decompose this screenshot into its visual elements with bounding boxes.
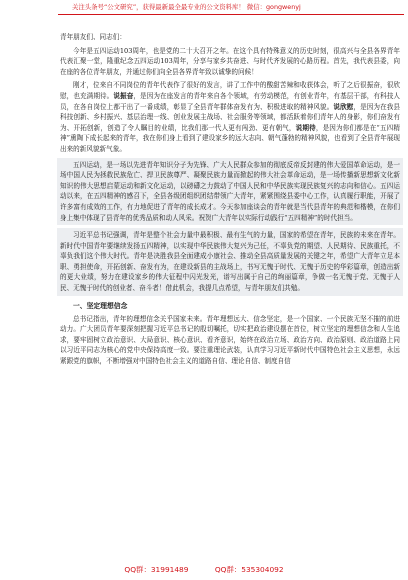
paragraph-2-keyword-2: 说欣慰 xyxy=(333,102,354,111)
paragraph-2-text-1: ，是因为在座发言的青年来自各个领域，有劳动模范，有创业青年，有基层干部，有科技人员，在各自岗位上都干出了一番成绩，彰显了全县青年群体奋发有为、积极进取的精神风貌。 xyxy=(60,91,401,111)
paragraph-2-text-3: ，是因为你们都是在“五四精神”熏陶下成长起来的青年，我在你们身上看到了建设家乡的远大志向、朝气蓬勃的精神风貌，也看到了全县青年展现出来的新风貌新气象。 xyxy=(60,123,401,153)
footer xyxy=(0,565,408,575)
paragraph-3: 五四运动，是一场以先进青年知识分子为先锋、广大人民群众参加的彻底反帝反封建的伟大爱国革命运动，是一场中国人民为拯救民族危亡、捍卫民族尊严、凝聚民族力量而掀起的伟大社会革命运动，是一场传播新思想新文化新知识的伟大思想启蒙运动和新文化运动，以磅礴之力鼓动了中国人民和中华民族实现民族复兴的志向和信心。五四运动以来，在五四精神的感召下，全县各级团组织团结带领广大青年，紧紧围绕县委中心工作，认真履行职能，开展了许多富有成效的工作，有力地促进了青年的成长成才。今天参加座谈会的青年就是当代县青年的典范和楷模，在你们身上集中体现了县青年的优秀品质和动人风采。祝贺广大青年以实际行动践行“五四精神”的时代担当。 xyxy=(57,158,403,226)
paragraph-2-text-2: ，是因为在我县科技创新、乡村振兴、基层治理一线、创业发展主战场、社会服务等领域，都活跃着你们青年人的身影，你们奋发有为、开拓创新，创造了令人瞩目的业绩，比我们那一代人更有闯劲、更有朝气， xyxy=(60,102,401,132)
header-banner: 关注头条号“公文研究”，获得最新最全最专业的公文资料库！ 微信：gongwenyj xyxy=(72,3,301,11)
footer-qq-group-1: QQ群：31991489 xyxy=(124,565,189,574)
section-heading-1: 一、坚定理想信念 xyxy=(73,301,128,310)
document-body xyxy=(60,32,400,370)
paragraph-2 xyxy=(60,80,400,154)
paragraph-5: 总书记指出，青年的理想信念关乎国家未来。青年理想远大、信念坚定，是一个国家、一个民族无坚不摧的前进动力。广大团员青年要深刻把握习近平总书记的殷切嘱托，切实把政治建设摆在首位，树立坚定的理想信念和人生追求，要牢固树立政治意识、大局意识、核心意识、看齐意识，始终在政治立场、政治方向、政治原则、政治道路上同以习近平同志为核心的党中央保持高度一致。要注重理论武装，认真学习习近平新时代中国特色社会主义思想，永远紧跟党的旗帜，不断增强对中国特色社会主义的道路自信、理论自信、制度自信 xyxy=(60,314,400,366)
paragraph-1: 今年是五四运动103周年，也是党的二十大召开之年。在这个具有特殊意义的历史时刻，很高兴与全县各界青年代表汇聚一堂，隆重纪念五四运动103周年，分享与家乡共奋进、与时代齐发展的心路历程。首先，我代表县委，向在座的各位青年朋友，并通过你们向全县各界青年致以诚挚的问候！ xyxy=(60,46,400,76)
footer-qq-group-2: QQ群：535304092 xyxy=(214,565,284,574)
paragraph-2-keyword-3: 说期待 xyxy=(295,123,316,132)
paragraph-4: 习近平总书记强调，青年是整个社会力量中最积极、最有生气的力量，国家的希望在青年，民族的未来在青年。新时代中国青年要继续发扬五四精神，以实现中华民族伟大复兴为己任，不辜负党的期望、人民期待、民族重托，不辜负我们这个伟大时代。青年是决胜我县全面建成小康社会、推动全县高质量发展的关键之年，希望广大青年立足本职、勇担使命，开拓创新、奋发有为，在建设新县的主战场上，书写无愧于时代、无愧于历史的华彩篇章，创造出新的更大业绩，努力在建设家乡的伟大征程中闪光发光，谱写出属于自己的绚丽篇章，争做一名无愧于党、无愧于人民、无愧于时代的创业者、奋斗者！借此机会，我提几点希望，与青年朋友们共勉。 xyxy=(57,228,403,296)
header-divider xyxy=(58,14,404,15)
paragraph-2-intro: 刚才，位来自不同岗位的青年代表作了很好的发言，讲了工作中的酸甜苦辣和收获体会，听了之后很振奋，很欣慰，也充满期待。 xyxy=(60,81,400,100)
salutation: 青年朋友们、同志们： xyxy=(60,33,126,41)
paragraph-2-keyword-1: 说振奋 xyxy=(113,91,134,100)
